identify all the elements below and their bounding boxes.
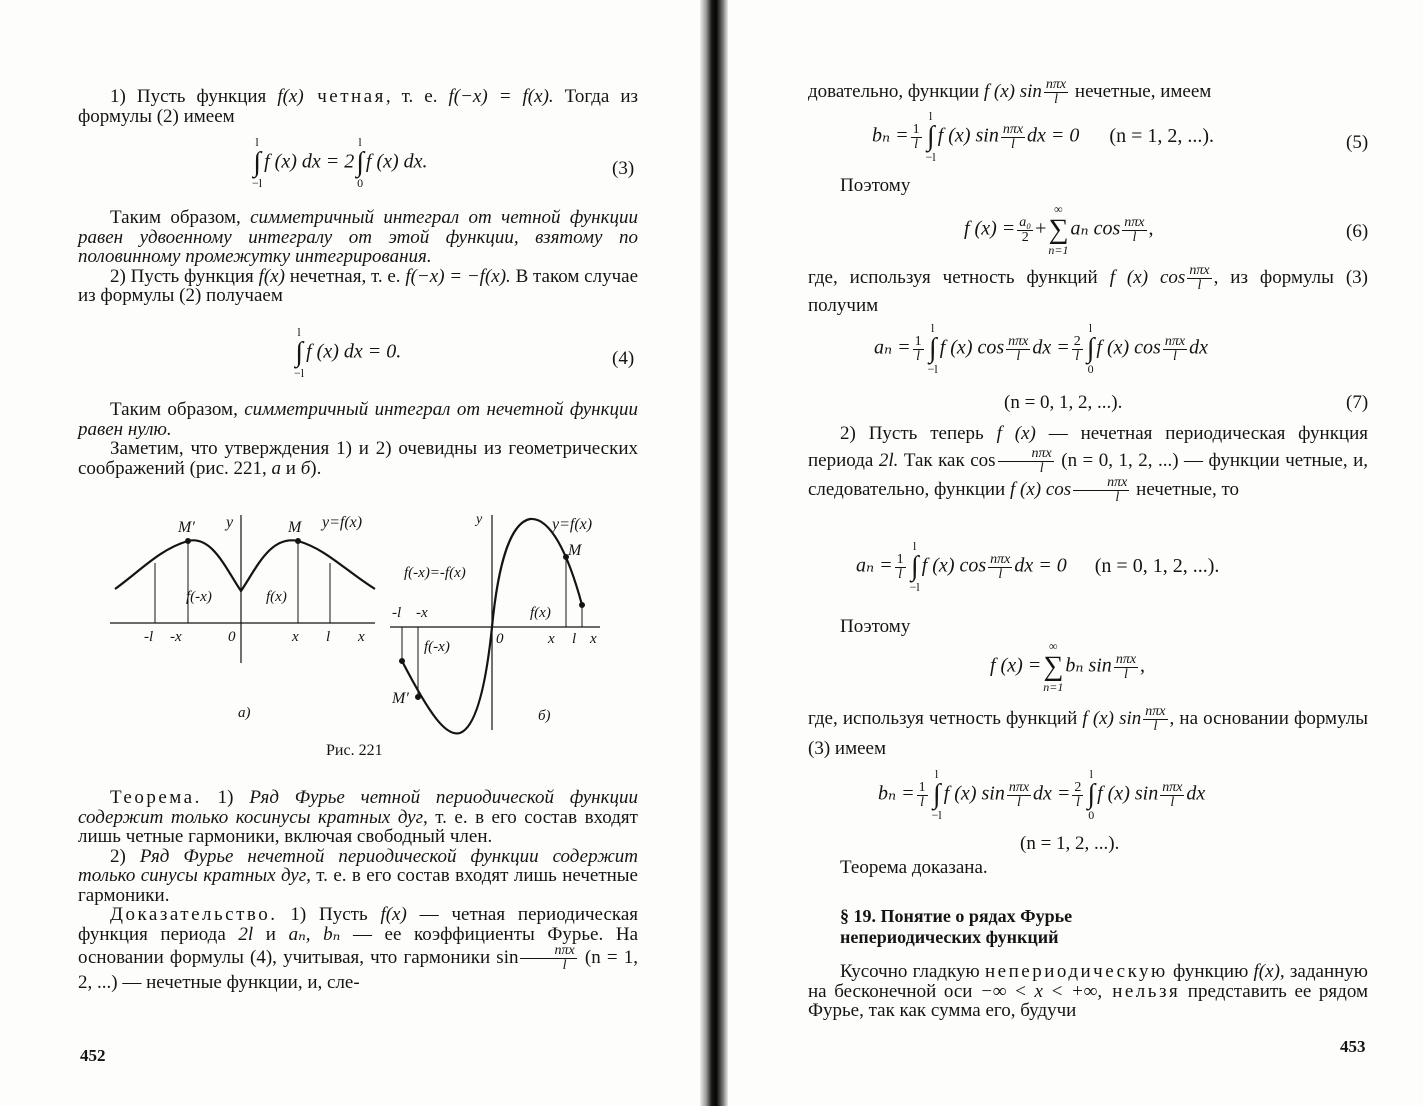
right-page: [728, 0, 1423, 1106]
equation-9: f (x) = ∞ ∑ n=1 bₙ sin $\frac{\text{nπx}}{l}$ ,: [990, 639, 1146, 694]
integral-sign: ∫: [356, 147, 364, 178]
poetomu-2: Поэтому: [840, 616, 911, 637]
theorem-block: Теорема. 1) Ряд Фурье четной периодической функции содержит только косинусы кратных дуг, т. е. в его состав входят лишь четные гармоники, включая свободный член. 2) Ряд Фурье нечетной периодической функции содержит только синусы кратных дуг, т. е. в его состав входят лишь нечетные гармоники. Доказательство. 1) Пусть f(x) — четная периодическая функция периода 2l и aₙ, bₙ — ее коэффициенты Фурье. На основании формулы (4), учитывая, что гармоники sin $\frac{\text{nπx}}{l}$ (n = 1, 2, ...) — нечетные функции, и, сле-: [78, 787, 639, 993]
label-fx: f(x): [266, 589, 287, 605]
theorem-heading: Теорема.: [110, 787, 202, 808]
figure-221: [100, 505, 620, 740]
equation-number-7: (7): [1346, 392, 1369, 413]
poetomu-1: Поэтому: [840, 175, 911, 196]
sum-sign: ∑: [1048, 214, 1069, 245]
paragraph-odd-case: 2) Пусть теперь f (x) — нечетная периодическая функция периода 2l. Так как cos $\frac{\text{nπx}}{l}$ (n = 0, 1, 2, ...) — функции четные, и, следовательно, функции f (x) cos $\frac{\text{nπx}}{l}$ нечетные, то: [808, 423, 1369, 505]
label-M: M: [568, 542, 582, 559]
label-fx: f(x): [530, 605, 551, 621]
integral-sign: ∫: [928, 333, 937, 364]
label-f-minus-x: f(-x): [186, 589, 212, 605]
equation-8: aₙ = $\frac{1}{l}$ l ∫ −l f (x) cos $\frac{\text{nπx}}{l}$ dx = 0 (n = 0, 1, 2, ...).: [856, 539, 1220, 594]
integral-sign: ∫: [910, 551, 919, 582]
tick-minus-x: -x: [170, 629, 182, 645]
label-M-prime: M′: [178, 519, 195, 536]
label-y-fx: y=f(x): [322, 514, 363, 531]
integral-sign: ∫: [926, 121, 935, 152]
text: Тогда из формулы (2) имеем: [78, 86, 638, 127]
text: 1) Пусть функция: [110, 86, 278, 107]
section-heading: § 19. Понятие о рядах Фурье непериодических функций: [840, 906, 1073, 947]
paragraph-even-conclusion: Таким образом, симметричный интеграл от четной функции равен удвоенному интегралу от этой функции, взятому по половинному промежутку интегрирования. 2) Пусть функция f(x) нечетная, т. е. f(−x) = −f(x). В таком случае из формулы (2) получаем: [78, 207, 639, 306]
integral-sign: ∫: [932, 779, 941, 810]
label-x-axis: x: [590, 631, 597, 647]
figure-caption: Рис. 221: [326, 742, 383, 759]
paragraph-continuation: довательно, функции f (x) sin $\frac{\text{nπx}}{l}$ нечетные, имеем: [808, 77, 1212, 107]
equation-number-4: (4): [612, 348, 635, 369]
sum-sign: ∑: [1043, 651, 1064, 682]
equation-5: bₙ = $\frac{1}{l}$ l ∫ −l f (x) sin $\frac{\text{nπx}}{l}$ dx = 0 (n = 1, 2, ...).: [872, 109, 1215, 164]
label-odd-relation: f(-x)=-f(x): [404, 565, 466, 581]
tick-zero: 0: [228, 629, 236, 645]
tick-minus-l: -l: [392, 605, 402, 621]
theorem-proved: Теорема доказана.: [840, 857, 988, 878]
paragraph-odd-conclusion: Таким образом, симметричный интеграл от нечетной функции равен нулю. Заметим, что утверждения 1) и 2) очевидны из геометрических соображений (рис. 221, а и б).: [78, 399, 638, 479]
page-number-right: 453: [1340, 1037, 1366, 1056]
book-spine: [700, 0, 728, 1106]
math-fx: f(x): [277, 86, 304, 107]
paragraph-even-cos: где, используя четность функций f (x) cos $\frac{\text{nπx}}{l}$ , из формулы (3) получим: [808, 263, 1369, 316]
label-f-minus-x: f(-x): [424, 639, 450, 655]
equation-10-range: (n = 1, 2, ...).: [1020, 833, 1120, 854]
equation-10: bₙ = $\frac{1}{l}$ l ∫ −l f (x) sin $\frac{\text{nπx}}{l}$ dx = $\frac{2}{l}$ l ∫ 0 f (x) sin $\frac{\text{nπx}}{l}$ dx: [878, 767, 1206, 822]
equation-7-range: (n = 0, 1, 2, ...).: [1004, 392, 1123, 413]
equation-number-5: (5): [1346, 132, 1369, 153]
math-even-def: f(−x) = f(x).: [448, 86, 554, 107]
equation-4: l ∫ −l f (x) dx = 0.: [294, 325, 402, 380]
tick-minus-x: -x: [416, 605, 428, 621]
page-number-left: 452: [80, 1046, 106, 1065]
panel-tag-a: а): [238, 705, 251, 721]
tick-l: l: [326, 629, 331, 645]
integral-sign: ∫: [295, 337, 303, 368]
tick-zero: 0: [496, 631, 504, 647]
even-curve: [115, 540, 375, 591]
tick-minus-l: -l: [144, 629, 154, 645]
integral-sign: ∫: [1086, 333, 1095, 364]
left-page: [0, 0, 700, 1106]
label-x-axis: x: [358, 629, 365, 645]
tick-x: x: [292, 629, 299, 645]
label-M: M: [288, 519, 302, 536]
label-M-prime: M′: [392, 690, 409, 707]
label-y-fx: y=f(x): [552, 516, 593, 533]
paragraph-nonperiodic: Кусочно гладкую непериодическую функцию f(x), заданную на бесконечной оси −∞ < x < +∞, нельзя представить ее рядом Фурье, так как сумма его, будучи: [808, 961, 1368, 1021]
panel-tag-b: б): [538, 708, 551, 724]
equation-number-3: (3): [612, 158, 635, 179]
label-y: y: [226, 514, 234, 531]
equation-7: aₙ = $\frac{1}{l}$ l ∫ −l f (x) cos $\frac{\text{nπx}}{l}$ dx = $\frac{2}{l}$ l ∫ 0 f (x) cos $\frac{\text{nπx}}{l}$ dx: [874, 321, 1208, 376]
emph-statement: симметричный интеграл от четной функции равен удвоенному интегралу от этой функции, взятому по половинному промежутку интегрирования.: [78, 207, 638, 267]
equation-number-6: (6): [1346, 221, 1369, 242]
tick-l: l: [572, 631, 577, 647]
emph-even: четная: [303, 86, 386, 107]
equation-6: f (x) = $\frac{\text{a₀}}{2}$ + ∞ ∑ n=1 aₙ cos $\frac{\text{nπx}}{l}$ ,: [964, 202, 1154, 257]
text: , т. е.: [385, 86, 449, 107]
proof-heading: Доказательство.: [110, 904, 278, 925]
tick-x: x: [548, 631, 555, 647]
math-odd-def: f(−x) = −f(x).: [405, 265, 511, 287]
integral-sign: ∫: [253, 147, 261, 178]
integral-sign: ∫: [1087, 779, 1096, 810]
equation-3: l ∫ −l f (x) dx = 2 l ∫ 0 f (x) dx.: [252, 135, 428, 190]
paragraph-even-function: [78, 87, 638, 126]
paragraph-odd-sin: где, используя четность функций f (x) sin $\frac{\text{nπx}}{l}$ , на основании формулы (3) имеем: [808, 704, 1368, 760]
label-y: y: [476, 512, 483, 527]
